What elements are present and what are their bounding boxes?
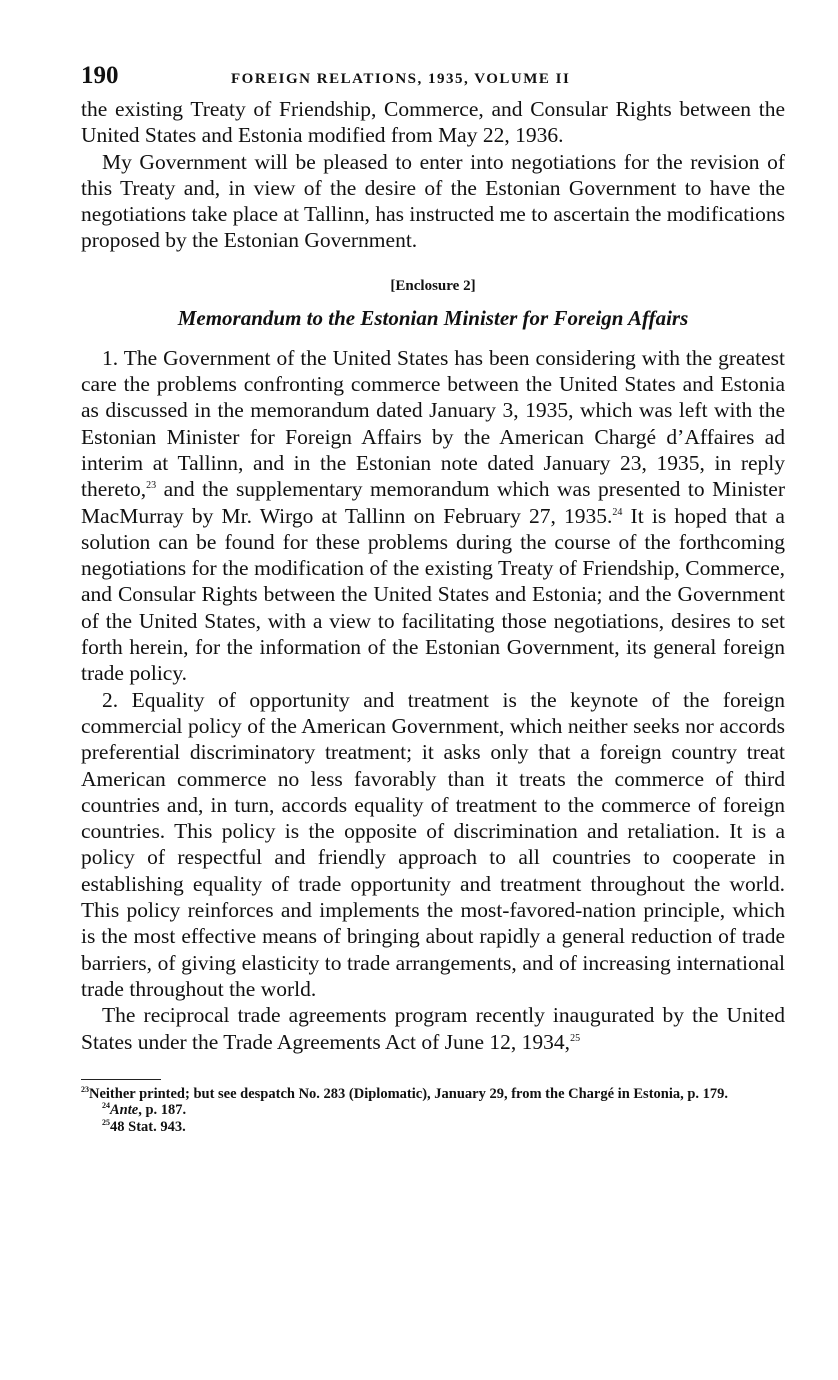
document-page <box>81 62 785 1135</box>
memo-title: Memorandum to the Estonian Minister for Foreign Affairs <box>177 305 689 330</box>
government-paragraph: My Government will be pleased to enter into negotiations for the revision of this Treaty and, in view of the desire of the Estonian Government to have the negotiations take place at Tallinn, has instructed me to ascertain the modifications proposed by the Estonian Government. <box>81 149 785 253</box>
footnote-ref-24: 24 <box>612 506 623 518</box>
memo-paragraph-2: 2. Equality of opportunity and treatment is the keynote of the foreign commercial policy of the American Government, which neither seeks nor accords preferential discriminatory treatment; it asks only that a foreign country treat American commerce no less favorably than it treats the commerce of third countries and, in turn, accords equality of treatment to the commerce of foreign countries. This policy is the opposite of discrimination and retaliation. It is a policy of respectful and friendly approach to all countries to cooperate in establishing equality of trade opportunity and treatment throughout the world. This policy reinforces and implements the most-favored-nation principle, which is the most effective means of bringing about rapidly a general reduction of trade barriers, of giving elasticity to trade arrangements, and of increasing international trade throughout the world. <box>81 687 785 1001</box>
footnote-25 <box>81 1119 785 1136</box>
memo-paragraph-1 <box>81 345 785 687</box>
running-title: FOREIGN RELATIONS, 1935, VOLUME II <box>231 71 571 87</box>
footnote-number: 23 <box>81 1084 89 1094</box>
memo-p1-text-b: and the supplementary memorandum which was presented to Minister MacMurray by Mr. Wirgo at Tallinn on February 27, 1935. <box>81 477 785 528</box>
footnote-divider <box>81 1079 161 1080</box>
continuation-paragraph: the existing Treaty of Friendship, Commerce, and Consular Rights between the United States and Estonia modified from May 22, 1936. <box>81 97 785 148</box>
memo-p1-text-c: It is hoped that a solution can be found for these problems during the course of the forthcoming negotiations for the modification of the existing Treaty of Friendship, Commerce, and Consular Rights between the United States and Estonia; and the Government of the United States, with a view to facilitating those negotiations, desires to set forth herein, for the information of the Estonian Government, its general foreign trade policy. <box>81 503 785 686</box>
footnote-text: Neither printed; but see despatch No. 283 (Diplomatic), January 29, from the Chargé in Estonia, p. 179. <box>89 1085 729 1102</box>
footnote-23 <box>81 1086 785 1103</box>
footnote-number: 24 <box>102 1101 110 1111</box>
memo-p1-text-a: 1. The Government of the United States has been considering with the greatest care the problems confronting commerce between the United States and Estonia as discussed in the memorandum dated January 3, 1935, which was left with the Estonian Minister for Foreign Affairs by the American Chargé d’Affaires ad interim at Tallinn, and in the Estonian note dated January 23, 1935, in reply thereto, <box>81 345 785 502</box>
footnote-24 <box>81 1102 785 1119</box>
footnote-text: , p. 187. <box>138 1102 187 1119</box>
footnote-italic: Ante <box>110 1102 139 1119</box>
footnote-ref-23: 23 <box>146 480 157 492</box>
memo-paragraph-3 <box>81 1002 785 1055</box>
enclosure-label: [Enclosure 2] <box>390 277 476 294</box>
footnote-number: 25 <box>102 1117 110 1127</box>
page-header <box>81 62 785 96</box>
memo-p3-text: The reciprocal trade agreements program recently inaugurated by the United States under the Trade Agreements Act of June 12, 1934, <box>81 1003 785 1054</box>
footnote-text: 48 Stat. 943. <box>110 1118 186 1135</box>
page-number: 190 <box>81 62 119 89</box>
footnote-ref-25: 25 <box>570 1032 581 1044</box>
